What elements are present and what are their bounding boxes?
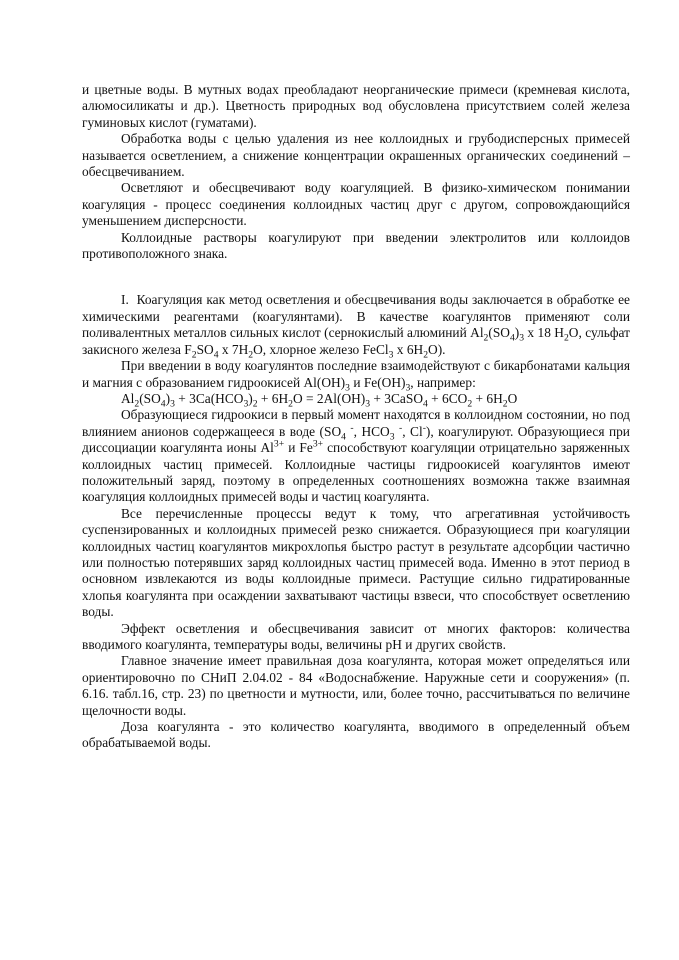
paragraph: I. Коагуляция как метод осветления и обесцвечивания воды заключается в обработке ее химическими реагентами (коагулянтами). В качестве коагулянтов применяют соли поливалентных металлов сильных кислот (сернокислый алюминий $Al_2(SO_4)_3$ х 18 $H_2O$, сульфат закисного железа $F_2SO_4$ х $7H_2O$, хлорное железо FeCl$_3$ х $6H_2O$). — [82, 292, 630, 361]
paragraph: и цветные воды. В мутных водах преобладают неорганические примеси (кремневая кислота, алюмосиликаты и др.). Цветность природных вод обусловлена присутствием солей железа гуминовых кислот (гуматами). — [82, 82, 630, 130]
section-gap — [82, 262, 630, 292]
paragraph: Обработка воды с целью удаления из нее коллоидных и грубодисперсных примесей называется осветлением, а снижение концентрации окрашенных органических соединений – обесцвечиванием. — [82, 131, 630, 180]
paragraph: Коллоидные растворы коагулируют при введении электролитов или коллоидов противоположного знака. — [82, 229, 630, 262]
document-page — [82, 82, 630, 752]
paragraph: При введении в воду коагулянтов последние взаимодействуют с бикарбонатами кальция и магния с образованием гидроокисей $Al(OH)_3$ и $Fe(OH)_3$, например: — [82, 358, 630, 394]
paragraph: Образующиеся гидроокиси в первый момент находятся в коллоидном состоянии, но под влиянием анионов содержащееся в воде ($SO_4$ -, $HCO_3$ -, Cl-), коагулируют. Образующиеся при диссоциации коагулянта ионы $Al^{3+}$ и $Fe^{3+}$ способствуют коагуляции отрицательно заряженных коллоидных частиц примесей. Коллоидные частицы гидроокисей коагулянтов имеют положительный заряд, поэтому в определенных соотношениях возможна также взаимная коагуляция коллоидных примесей воды и частиц коагулянта. — [82, 407, 630, 505]
reaction-formula: $Al_2(SO_4)_3 + 3Ca(HCO_3)_2 + 6H_2O = 2Al(OH)_3$ + 3CaSO$_4$ + $6CO_2 + 6H_2O$ — [121, 390, 518, 410]
paragraph: Эффект осветления и обесцвечивания зависит от многих факторов: количества вводимого коагулянта, температуры воды, величины pH и других свойств. — [82, 620, 630, 652]
paragraph: Доза коагулянта - это количество коагулянта, вводимого в определенный объем обрабатываемой воды. — [82, 719, 630, 751]
paragraph: Осветляют и обесцвечивают воду коагуляцией. В физико-химическом понимании коагуляция - процесс соединения коллоидных частиц друг с другом, сопровождающийся уменьшением дисперсности. — [82, 180, 630, 229]
paragraph: Главное значение имеет правильная доза коагулянта, которая может определяться или ориентировочно по СНиП 2.04.02 - 84 «Водоснабжение. Наружные сети и сооружения» (п. 6.16. табл.16, стр. 23) по цветности и мутности, или, более точно, рассчитываться по величине щелочности воды. — [82, 653, 630, 718]
paragraph: Все перечисленные процессы ведут к тому, что агрегативная устойчивость суспензированных и коллоидных примесей резко снижается. Образующиеся при коагуляции коллоидных частиц коагулянтов микрохлопья быстро растут в результате адсорбции частично или полностью потерявших заряд коллоидных частиц примесей вода. Именно в этот период в основном извлекаются из воды коллоидные примеси. Растущие сильно гидратированные хлопья коагулянта при осаждении захватывают частицы взвеси, что способствует осветлению воды. — [82, 505, 630, 620]
